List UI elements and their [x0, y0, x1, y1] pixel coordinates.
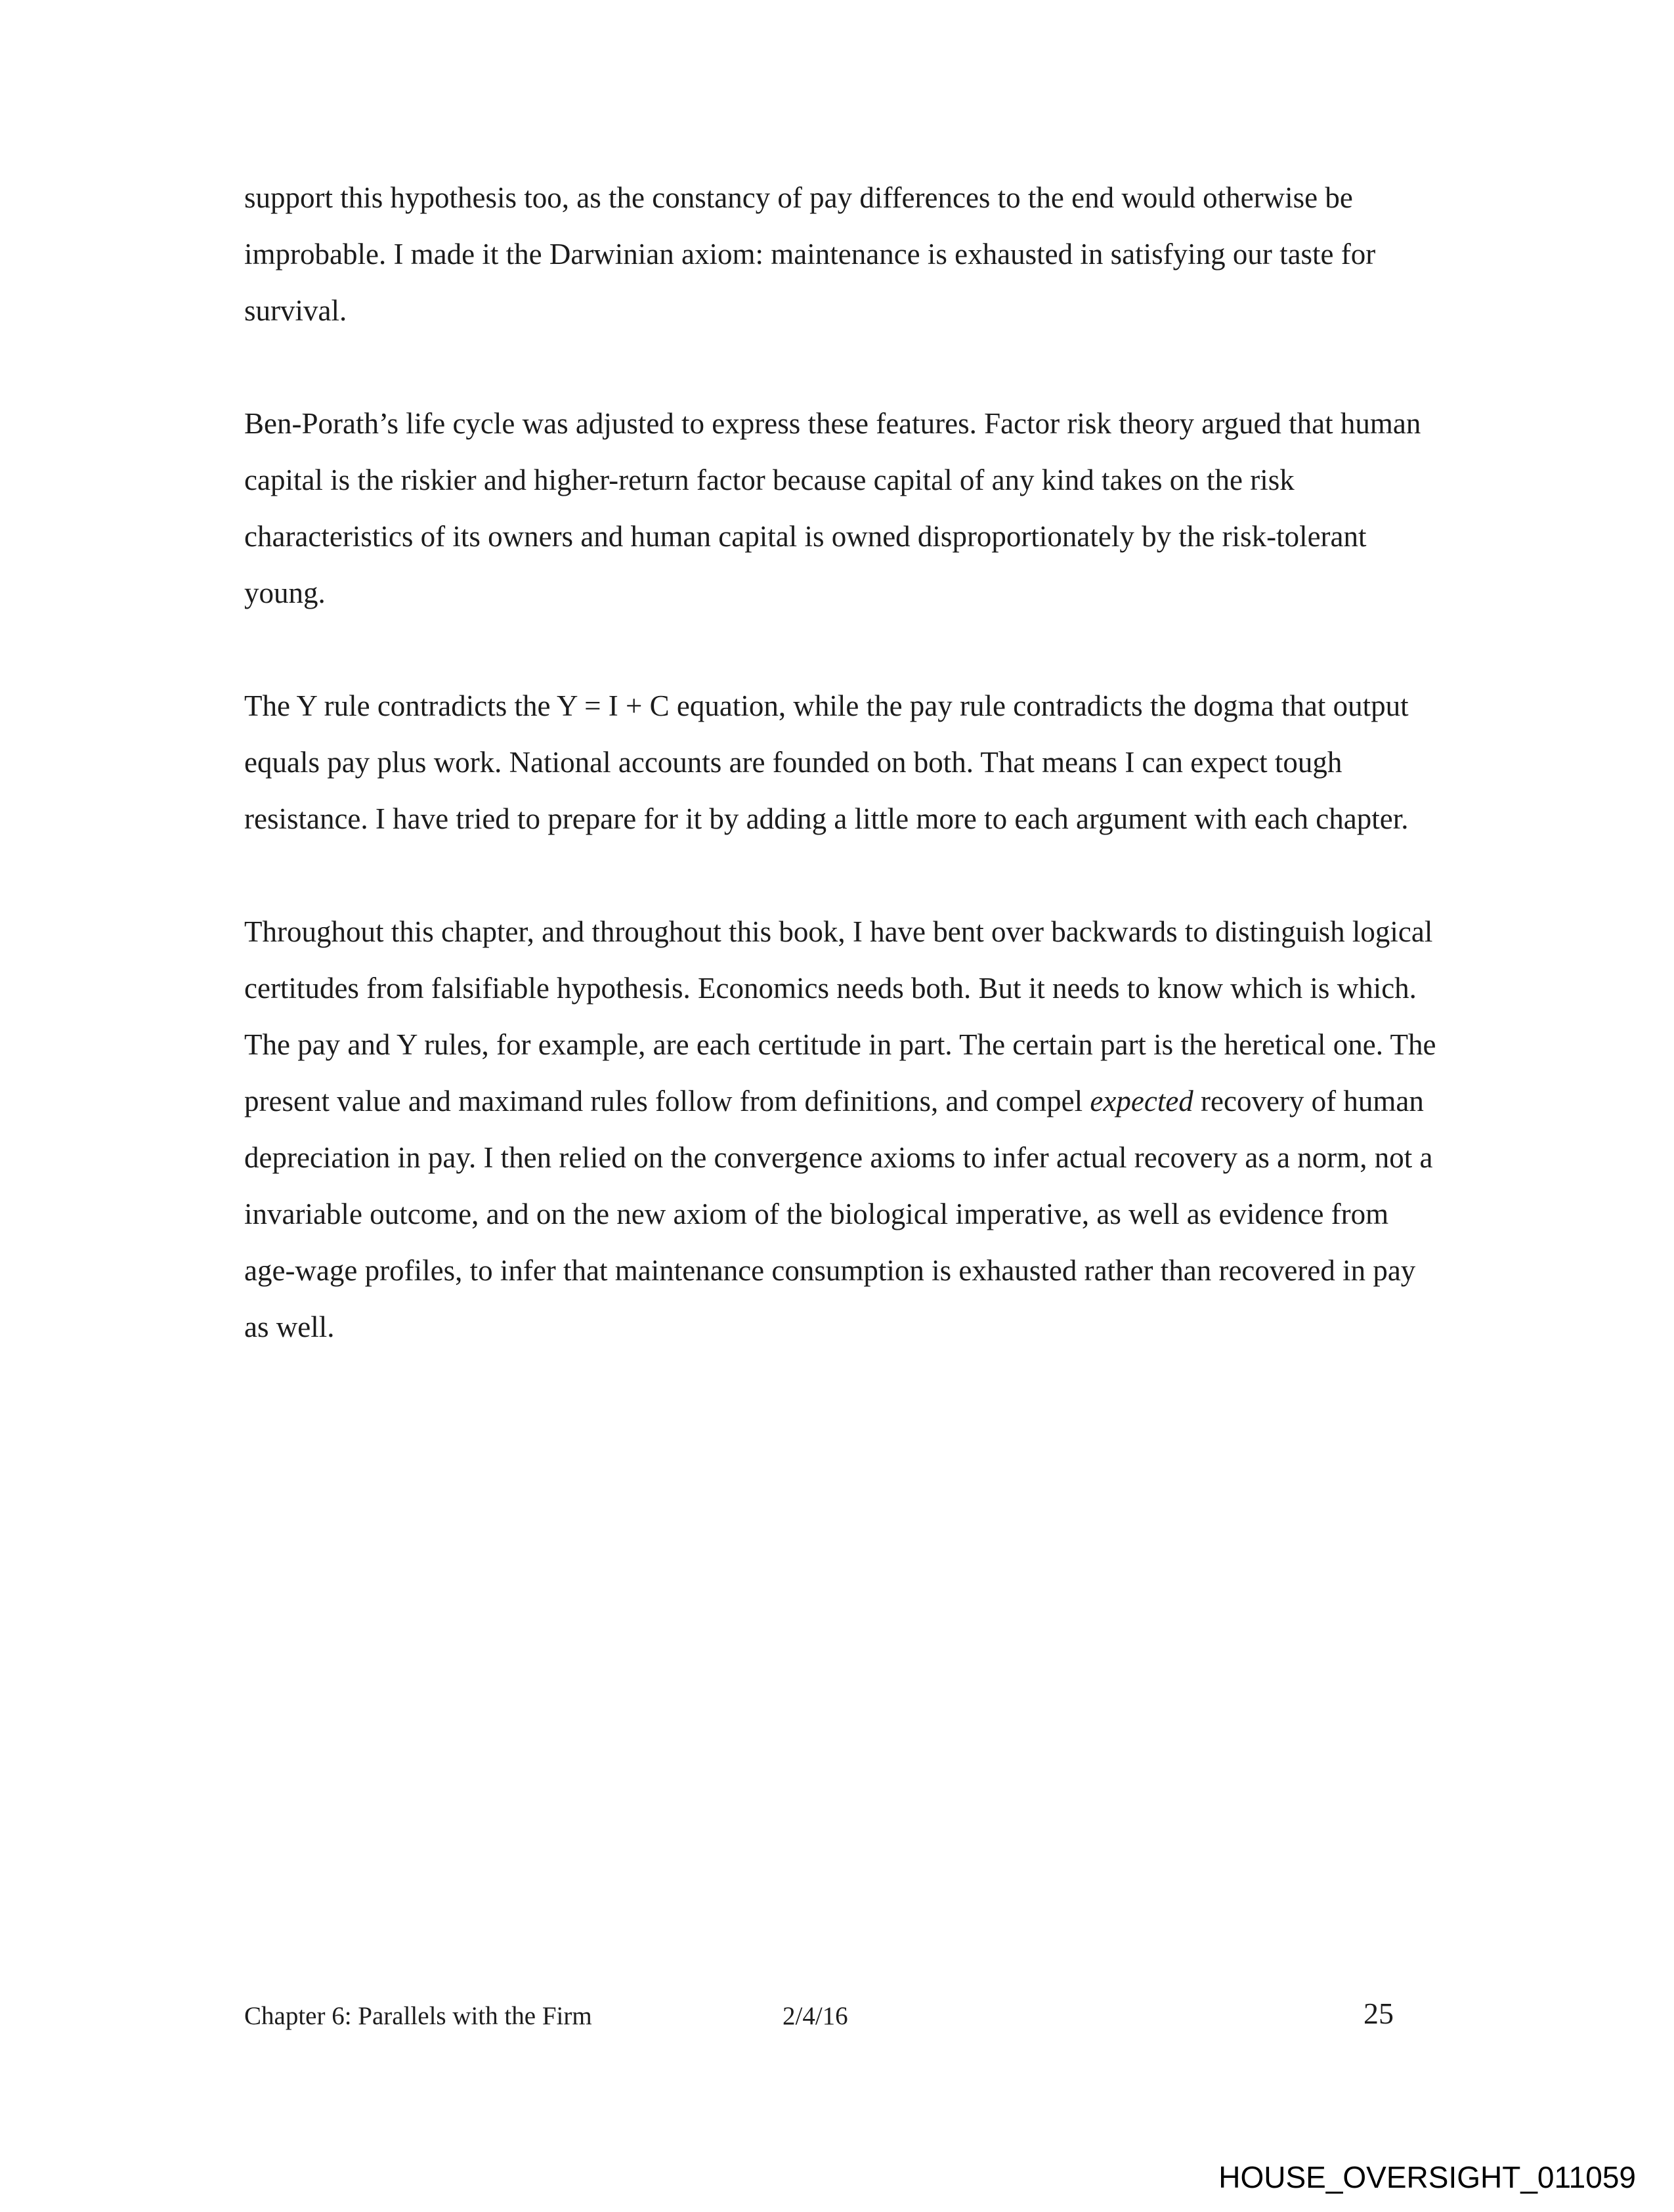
page-footer — [244, 1997, 1432, 2047]
paragraph-4-segment-before: Throughout this chapter, and throughout this book, I have bent over backwards to distinguish logical certitudes from falsifiable hypothesis. Economics needs both. But it needs to know which is which. The pay and Y rules, for example, are each certitude in part. The certain part is the heretical one. The present value and maximand rules follow from definitions, and compel — [244, 915, 1436, 1117]
footer-date: 2/4/16 — [783, 2002, 848, 2030]
body-text — [244, 169, 1446, 1412]
oversight-stamp: HOUSE_OVERSIGHT_011059 — [1218, 2160, 1636, 2194]
paragraph-1: support this hypothesis too, as the constancy of pay differences to the end would otherwise be improbable. I made it the Darwinian axiom: maintenance is exhausted in satisfying our taste for survival. — [244, 181, 1376, 327]
paragraph-4-segment-after: recovery of human depreciation in pay. I then relied on the convergence axioms to infer actual recovery as a norm, not a invariable outcome, and on the new axiom of the biological imperative, as well as evidence from age-wage profiles, to infer that maintenance consumption is exhausted rather than recovered in pay as well. — [244, 1085, 1433, 1343]
footer-chapter-title: Chapter 6: Parallels with the Firm — [244, 2002, 592, 2030]
paragraph-3: The Y rule contradicts the Y = I + C equation, while the pay rule contradicts the dogma that output equals pay plus work. National accounts are founded on both. That means I can expect tough resistance. I have tried to prepare for it by adding a little more to each argument with each chapter. — [244, 689, 1409, 835]
paragraph-4 — [244, 903, 1446, 1355]
paragraph-4-italic-word: expected — [1090, 1085, 1193, 1117]
paragraph-2: Ben-Porath’s life cycle was adjusted to express these features. Factor risk theory argued that human capital is the riskier and higher-return factor because capital of any kind takes on the risk characteristics of its owners and human capital is owned disproportionately by the risk-tolerant young. — [244, 407, 1421, 609]
footer-page-number: 25 — [1363, 1997, 1394, 2030]
